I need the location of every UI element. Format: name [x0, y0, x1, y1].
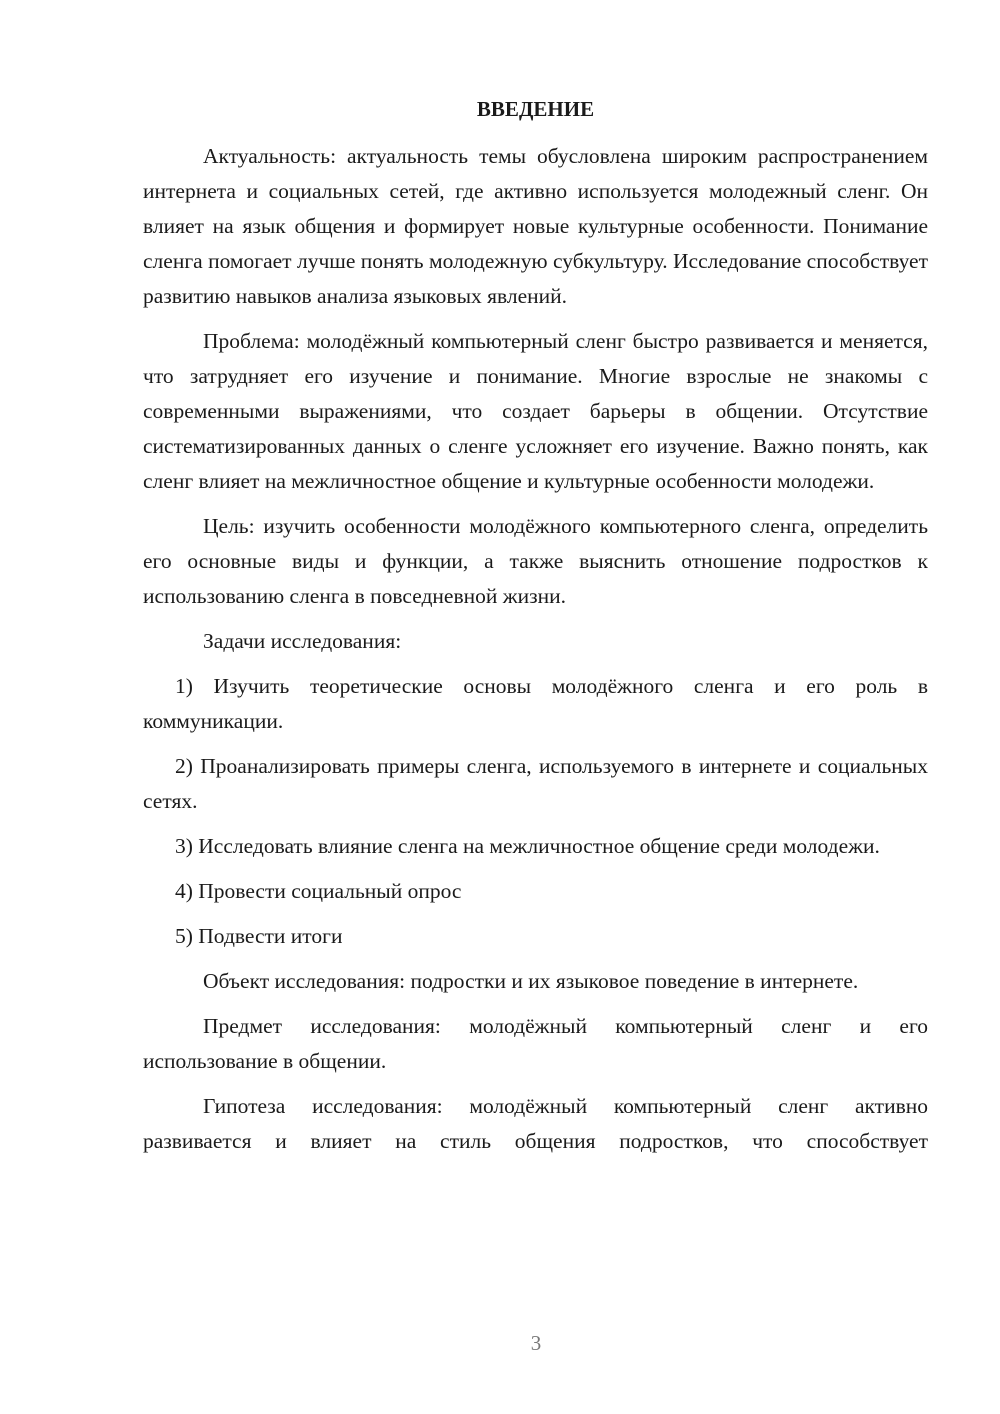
goal-paragraph: Цель: изучить особенности молодёжного компьютерного сленга, определить его основные виды и функции, а также выяснить отношение подростков к использованию сленга в повседневной жизни. — [143, 514, 928, 608]
hypothesis-paragraph: Гипотеза исследования: молодёжный компьютерный сленг активно развивается и влияет на стиль общения подростков, что способствует — [143, 1094, 928, 1153]
page-number: 3 — [530, 1331, 542, 1355]
task-item-2: 2) Проанализировать примеры сленга, используемого в интернете и социальных сетях. — [143, 754, 928, 813]
problem-paragraph: Проблема: молодёжный компьютерный сленг быстро развивается и меняется, что затрудняет его изучение и понимание. Многие взрослые не знакомы с современными выражениями, что создает барьеры в общении. Отсутствие систематизированных данных о сленге усложняет его изучение. Важно понять, как сленг влияет на межличностное общение и культурные особенности молодежи. — [143, 329, 928, 493]
task-item-1: 1) Изучить теоретические основы молодёжного сленга и его роль в коммуникации. — [143, 674, 928, 733]
section-title: ВВЕДЕНИЕ — [476, 97, 595, 121]
task-item-3: 3) Исследовать влияние сленга на межличностное общение среди молодежи. — [175, 834, 880, 858]
tasks-heading: Задачи исследования: — [203, 629, 402, 653]
subject-paragraph: Предмет исследования: молодёжный компьютерный сленг и его использование в общении. — [143, 1014, 928, 1073]
page-content — [143, 92, 928, 1159]
object-paragraph: Объект исследования: подростки и их языковое поведение в интернете. — [203, 969, 859, 993]
task-item-4: 4) Провести социальный опрос — [175, 879, 462, 903]
task-item-5: 5) Подвести итоги — [175, 924, 343, 948]
relevance-paragraph: Актуальность: актуальность темы обусловлена широким распространением интернета и социальных сетей, где активно используется молодежный сленг. Он влияет на язык общения и формирует новые культурные особенности. Понимание сленга помогает лучше понять молодежную субкультуру. Исследование способствует развитию навыков анализа языковых явлений. — [143, 144, 928, 308]
